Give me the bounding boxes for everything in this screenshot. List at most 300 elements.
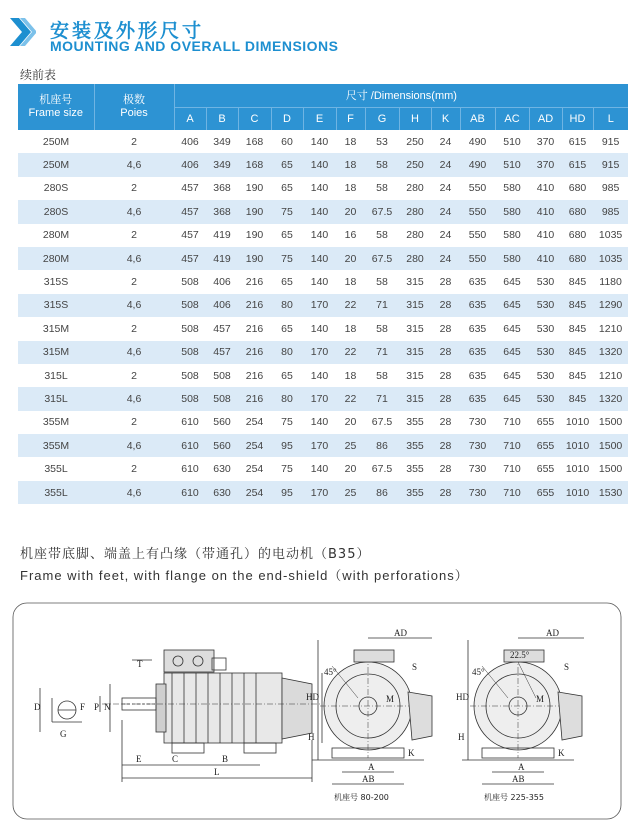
dimension-cell-ab: 490 [460, 153, 495, 176]
poles-cell: 4,6 [94, 481, 174, 504]
dimension-cell-d: 80 [271, 387, 303, 410]
dimension-cell-f: 18 [336, 317, 365, 340]
dimension-cell-hd: 1010 [562, 434, 593, 457]
dimension-cell-e: 140 [303, 317, 336, 340]
dimension-cell-ad: 410 [529, 247, 562, 270]
dimension-cell-e: 140 [303, 130, 336, 153]
label-E: E [136, 754, 142, 764]
label-K-right: K [558, 748, 565, 758]
dimension-cell-h: 315 [399, 341, 431, 364]
dimension-cell-d: 65 [271, 270, 303, 293]
table-row [18, 457, 628, 480]
dimension-cell-d: 95 [271, 481, 303, 504]
dimension-cell-ab: 730 [460, 457, 495, 480]
dimension-cell-b: 560 [206, 434, 238, 457]
dimension-cell-hd: 845 [562, 317, 593, 340]
column-header-b: B [206, 107, 238, 130]
dimension-cell-g: 67.5 [365, 457, 399, 480]
column-header-ab: AB [460, 107, 495, 130]
dimension-cell-ab: 550 [460, 247, 495, 270]
table-row [18, 247, 628, 270]
label-AB-right: AB [512, 774, 525, 784]
dimension-cell-ab: 635 [460, 387, 495, 410]
dimension-cell-d: 80 [271, 294, 303, 317]
table-row [18, 411, 628, 434]
label-L: L [214, 767, 220, 777]
label-AD-right: AD [546, 628, 559, 638]
dimension-cell-l: 1180 [593, 270, 628, 293]
dimension-cell-ab: 730 [460, 434, 495, 457]
dimension-cell-h: 280 [399, 177, 431, 200]
dimension-cell-e: 170 [303, 387, 336, 410]
dimension-cell-a: 610 [174, 411, 206, 434]
poles-cell: 2 [94, 224, 174, 247]
dimension-cell-ab: 730 [460, 481, 495, 504]
frame-size-cell: 355L [18, 457, 94, 480]
dimension-cell-b: 368 [206, 200, 238, 223]
dimension-cell-l: 1210 [593, 317, 628, 340]
label-A-right: A [518, 762, 525, 772]
label-B: B [222, 754, 229, 764]
dimension-cell-ac: 710 [495, 411, 529, 434]
dimension-cell-ab: 635 [460, 364, 495, 387]
dimension-cell-l: 985 [593, 177, 628, 200]
dimension-cell-hd: 845 [562, 270, 593, 293]
dimension-cell-ab: 635 [460, 317, 495, 340]
dimension-cell-g: 86 [365, 434, 399, 457]
dimension-cell-e: 140 [303, 200, 336, 223]
dimension-cell-ad: 530 [529, 270, 562, 293]
dimension-cell-b: 560 [206, 411, 238, 434]
dimension-cell-k: 28 [431, 364, 460, 387]
dimension-cell-d: 75 [271, 457, 303, 480]
dimension-cell-c: 190 [238, 200, 271, 223]
dimension-cell-e: 140 [303, 153, 336, 176]
dimension-cell-l: 1500 [593, 434, 628, 457]
poles-cell: 4,6 [94, 153, 174, 176]
label-M-right: M [536, 694, 545, 704]
frame-size-cell: 315M [18, 317, 94, 340]
dimension-cell-f: 18 [336, 130, 365, 153]
poles-cell: 2 [94, 130, 174, 153]
dimension-cell-g: 58 [365, 364, 399, 387]
frame-size-cell: 315M [18, 341, 94, 364]
dimension-cell-b: 406 [206, 294, 238, 317]
dimension-cell-k: 28 [431, 341, 460, 364]
dimension-cell-a: 508 [174, 341, 206, 364]
dimension-cell-f: 20 [336, 411, 365, 434]
dimension-cell-c: 190 [238, 224, 271, 247]
label-D: D [34, 702, 41, 712]
poles-cell: 2 [94, 317, 174, 340]
poles-cell: 4,6 [94, 387, 174, 410]
dimension-cell-c: 168 [238, 153, 271, 176]
dimension-cell-g: 58 [365, 177, 399, 200]
column-header-k: K [431, 107, 460, 130]
section-header [10, 10, 626, 58]
dimension-cell-ab: 730 [460, 411, 495, 434]
label-HD-left: HD [306, 692, 319, 702]
dimension-cell-f: 16 [336, 224, 365, 247]
dimension-cell-c: 254 [238, 411, 271, 434]
dimension-cell-ac: 510 [495, 130, 529, 153]
dimension-cell-h: 315 [399, 294, 431, 317]
table-row [18, 153, 628, 176]
dimension-cell-c: 216 [238, 364, 271, 387]
frame-size-cell: 280M [18, 224, 94, 247]
caption-frame-225-355: 机座号 225-355 [484, 793, 544, 802]
dimension-cell-ac: 645 [495, 317, 529, 340]
dimension-cell-ab: 635 [460, 341, 495, 364]
label-N: N [104, 702, 111, 712]
dimension-cell-h: 315 [399, 317, 431, 340]
dimension-cell-l: 1530 [593, 481, 628, 504]
dimension-cell-ac: 580 [495, 177, 529, 200]
dimension-cell-a: 457 [174, 247, 206, 270]
dimension-cell-ac: 580 [495, 200, 529, 223]
dimension-cell-g: 71 [365, 341, 399, 364]
dimension-cell-ac: 580 [495, 247, 529, 270]
dimension-cell-k: 24 [431, 177, 460, 200]
dimension-cell-ad: 530 [529, 317, 562, 340]
dimension-cell-a: 508 [174, 294, 206, 317]
frame-size-cell: 250M [18, 130, 94, 153]
dimension-cell-ad: 530 [529, 341, 562, 364]
table-row [18, 364, 628, 387]
label-AB-left: AB [362, 774, 375, 784]
dimension-cell-b: 630 [206, 481, 238, 504]
dimension-cell-c: 254 [238, 457, 271, 480]
dimension-cell-e: 170 [303, 294, 336, 317]
dimension-cell-hd: 1010 [562, 411, 593, 434]
dimension-cell-hd: 1010 [562, 481, 593, 504]
continued-label: 续前表 [20, 68, 57, 82]
dimension-cell-f: 22 [336, 387, 365, 410]
dimension-cell-f: 18 [336, 153, 365, 176]
table-row [18, 387, 628, 410]
column-header-hd: HD [562, 107, 593, 130]
frame-size-cell: 315S [18, 294, 94, 317]
table-row [18, 434, 628, 457]
dimension-cell-l: 915 [593, 153, 628, 176]
dimension-cell-f: 25 [336, 481, 365, 504]
dimension-cell-l: 1035 [593, 224, 628, 247]
dimension-cell-ac: 510 [495, 153, 529, 176]
dimension-cell-b: 630 [206, 457, 238, 480]
dimension-cell-a: 457 [174, 177, 206, 200]
label-S-right: S [564, 662, 570, 672]
dimension-cell-e: 140 [303, 411, 336, 434]
dimension-cell-g: 67.5 [365, 200, 399, 223]
dimension-cell-b: 457 [206, 341, 238, 364]
dimension-cell-hd: 845 [562, 387, 593, 410]
dimension-cell-c: 190 [238, 177, 271, 200]
dimension-cell-ac: 645 [495, 270, 529, 293]
dimension-cell-hd: 680 [562, 224, 593, 247]
dimension-cell-ad: 655 [529, 481, 562, 504]
column-header-c: C [238, 107, 271, 130]
dimension-cell-h: 355 [399, 411, 431, 434]
dimension-cell-g: 86 [365, 481, 399, 504]
poles-cell: 2 [94, 177, 174, 200]
dimension-cell-k: 28 [431, 294, 460, 317]
dimension-cell-hd: 615 [562, 130, 593, 153]
dimension-cell-d: 75 [271, 247, 303, 270]
dimension-cell-g: 58 [365, 153, 399, 176]
dimension-cell-g: 71 [365, 294, 399, 317]
dimension-cell-a: 508 [174, 317, 206, 340]
label-HD-right: HD [456, 692, 469, 702]
dimension-cell-e: 140 [303, 457, 336, 480]
column-header-a: A [174, 107, 206, 130]
dimension-cell-f: 18 [336, 177, 365, 200]
label-K-left: K [408, 748, 415, 758]
poles-cell: 4,6 [94, 434, 174, 457]
dimension-cell-ad: 370 [529, 130, 562, 153]
dimension-cell-hd: 680 [562, 247, 593, 270]
dimension-cell-c: 216 [238, 294, 271, 317]
frame-size-cell: 355M [18, 434, 94, 457]
dimension-cell-b: 368 [206, 177, 238, 200]
dimension-cell-e: 140 [303, 224, 336, 247]
dimension-cell-f: 20 [336, 457, 365, 480]
dimension-cell-a: 610 [174, 434, 206, 457]
dimension-cell-c: 254 [238, 434, 271, 457]
dimension-cell-hd: 615 [562, 153, 593, 176]
dimension-cell-k: 28 [431, 270, 460, 293]
dimension-cell-f: 25 [336, 434, 365, 457]
dimension-cell-d: 75 [271, 411, 303, 434]
poles-cell: 2 [94, 411, 174, 434]
caption-frame-80-200: 机座号 80-200 [334, 793, 389, 802]
dimension-cell-e: 140 [303, 177, 336, 200]
dimension-cell-ab: 490 [460, 130, 495, 153]
label-F: F [80, 702, 86, 712]
frame-size-cell: 280S [18, 177, 94, 200]
dimension-cell-d: 65 [271, 364, 303, 387]
poles-header: 极数 Poies [94, 84, 174, 130]
dimension-cell-k: 28 [431, 387, 460, 410]
dimension-cell-a: 508 [174, 270, 206, 293]
dimension-cell-h: 355 [399, 457, 431, 480]
dimension-cell-b: 419 [206, 224, 238, 247]
dimension-cell-k: 24 [431, 224, 460, 247]
label-M-left: M [386, 694, 395, 704]
dimension-cell-f: 20 [336, 200, 365, 223]
dimension-cell-d: 75 [271, 200, 303, 223]
dimension-cell-b: 457 [206, 317, 238, 340]
dimension-cell-k: 28 [431, 411, 460, 434]
label-G: G [60, 729, 67, 739]
dimension-cell-c: 254 [238, 481, 271, 504]
dimension-cell-ad: 370 [529, 153, 562, 176]
dimension-cell-g: 53 [365, 130, 399, 153]
poles-cell: 2 [94, 364, 174, 387]
label-T: T [137, 659, 143, 669]
caption-english: Frame with feet, with flange on the end-shield（with perforations） [20, 568, 469, 583]
table-row [18, 341, 628, 364]
table-row [18, 130, 628, 153]
dimension-cell-b: 508 [206, 364, 238, 387]
dimension-cell-ac: 580 [495, 224, 529, 247]
dimension-cell-e: 170 [303, 481, 336, 504]
dimension-cell-hd: 680 [562, 177, 593, 200]
label-AD-left: AD [394, 628, 407, 638]
dimension-cell-hd: 680 [562, 200, 593, 223]
poles-cell: 4,6 [94, 341, 174, 364]
dimension-cell-hd: 845 [562, 364, 593, 387]
label-H-left: H [308, 732, 315, 742]
dimension-cell-ad: 530 [529, 364, 562, 387]
dimension-cell-h: 250 [399, 130, 431, 153]
dimension-cell-g: 58 [365, 317, 399, 340]
poles-cell: 2 [94, 270, 174, 293]
dimension-cell-c: 190 [238, 247, 271, 270]
frame-size-cell: 280S [18, 200, 94, 223]
dimension-cell-k: 28 [431, 434, 460, 457]
column-header-ac: AC [495, 107, 529, 130]
dimension-cell-f: 18 [336, 364, 365, 387]
poles-cell: 4,6 [94, 247, 174, 270]
frame-size-header: 机座号 Frame size [18, 84, 94, 130]
dimension-cell-h: 355 [399, 481, 431, 504]
dimension-cell-e: 140 [303, 364, 336, 387]
dimension-cell-g: 67.5 [365, 411, 399, 434]
dimension-cell-ad: 410 [529, 177, 562, 200]
frame-size-cell: 315L [18, 387, 94, 410]
title-chinese: 安装及外形尺寸 [50, 20, 205, 42]
dimension-cell-c: 216 [238, 387, 271, 410]
dimension-cell-g: 67.5 [365, 247, 399, 270]
dimension-cell-k: 24 [431, 200, 460, 223]
dimension-cell-a: 508 [174, 387, 206, 410]
dimension-cell-b: 349 [206, 130, 238, 153]
table-row [18, 224, 628, 247]
dimensions-table [18, 84, 628, 504]
dimension-cell-a: 508 [174, 364, 206, 387]
label-angle-right-45: 45° [472, 667, 485, 677]
dimension-cell-a: 457 [174, 224, 206, 247]
dimension-cell-ad: 530 [529, 387, 562, 410]
dimension-cell-ab: 550 [460, 200, 495, 223]
dimension-cell-ad: 655 [529, 411, 562, 434]
dimension-cell-ab: 550 [460, 224, 495, 247]
dimension-cell-c: 168 [238, 130, 271, 153]
dimension-cell-ac: 710 [495, 481, 529, 504]
dimension-cell-d: 65 [271, 153, 303, 176]
dimension-cell-ac: 645 [495, 364, 529, 387]
dimension-cell-k: 28 [431, 481, 460, 504]
column-header-h: H [399, 107, 431, 130]
label-angle-right-22: 22.5° [510, 650, 530, 660]
dimension-cell-k: 24 [431, 153, 460, 176]
dimension-cell-b: 406 [206, 270, 238, 293]
dimension-cell-l: 1320 [593, 387, 628, 410]
dimension-cell-f: 20 [336, 247, 365, 270]
table-row [18, 270, 628, 293]
frame-size-cell: 280M [18, 247, 94, 270]
dimension-cell-e: 170 [303, 341, 336, 364]
dimension-cell-c: 216 [238, 341, 271, 364]
frame-size-cell: 250M [18, 153, 94, 176]
label-H-right: H [458, 732, 465, 742]
dimension-cell-h: 250 [399, 153, 431, 176]
motor-dimension-drawing [12, 600, 624, 822]
column-header-ad: AD [529, 107, 562, 130]
dimension-cell-ad: 530 [529, 294, 562, 317]
dimension-cell-h: 315 [399, 387, 431, 410]
frame-size-cell: 355M [18, 411, 94, 434]
dimension-cell-hd: 845 [562, 341, 593, 364]
dimension-cell-ac: 710 [495, 434, 529, 457]
dimension-cell-g: 71 [365, 387, 399, 410]
dimension-cell-g: 58 [365, 224, 399, 247]
chevron-icon [10, 14, 36, 50]
frame-size-cell: 355L [18, 481, 94, 504]
dimension-cell-a: 610 [174, 457, 206, 480]
dimension-cell-h: 315 [399, 364, 431, 387]
dimension-cell-a: 406 [174, 153, 206, 176]
dimension-cell-d: 65 [271, 317, 303, 340]
dimension-cell-f: 22 [336, 341, 365, 364]
dimension-cell-d: 65 [271, 224, 303, 247]
label-A-left: A [368, 762, 375, 772]
table-row [18, 317, 628, 340]
dimension-cell-ac: 645 [495, 387, 529, 410]
dimension-cell-h: 315 [399, 270, 431, 293]
dimension-cell-l: 1035 [593, 247, 628, 270]
table-row [18, 481, 628, 504]
dimension-cell-hd: 845 [562, 294, 593, 317]
label-P: P [94, 702, 100, 712]
frame-size-cell: 315L [18, 364, 94, 387]
dimension-cell-ad: 410 [529, 200, 562, 223]
dimension-cell-ab: 635 [460, 270, 495, 293]
dimension-cell-c: 216 [238, 317, 271, 340]
column-header-e: E [303, 107, 336, 130]
dimension-cell-g: 58 [365, 270, 399, 293]
dimension-cell-ab: 550 [460, 177, 495, 200]
title-english: MOUNTING AND OVERALL DIMENSIONS [50, 38, 339, 54]
dimension-cell-d: 95 [271, 434, 303, 457]
dimension-cell-ad: 410 [529, 224, 562, 247]
dimension-cell-ad: 655 [529, 457, 562, 480]
dimension-cell-k: 28 [431, 317, 460, 340]
table-row [18, 294, 628, 317]
dimension-cell-ac: 645 [495, 294, 529, 317]
dimension-cell-f: 22 [336, 294, 365, 317]
dimension-cell-f: 18 [336, 270, 365, 293]
dimension-cell-l: 1290 [593, 294, 628, 317]
label-angle-left: 45° [324, 667, 337, 677]
poles-cell: 4,6 [94, 294, 174, 317]
table-row [18, 200, 628, 223]
dimension-cell-d: 80 [271, 341, 303, 364]
poles-cell: 2 [94, 457, 174, 480]
dimension-cell-e: 170 [303, 434, 336, 457]
dimension-cell-k: 28 [431, 457, 460, 480]
dimension-cell-ac: 645 [495, 341, 529, 364]
dimension-cell-ab: 635 [460, 294, 495, 317]
column-header-l: L [593, 107, 628, 130]
dimension-cell-k: 24 [431, 247, 460, 270]
dimension-cell-h: 280 [399, 247, 431, 270]
label-C: C [172, 754, 179, 764]
dimension-cell-k: 24 [431, 130, 460, 153]
table-row [18, 177, 628, 200]
dimension-cell-h: 280 [399, 224, 431, 247]
column-header-d: D [271, 107, 303, 130]
